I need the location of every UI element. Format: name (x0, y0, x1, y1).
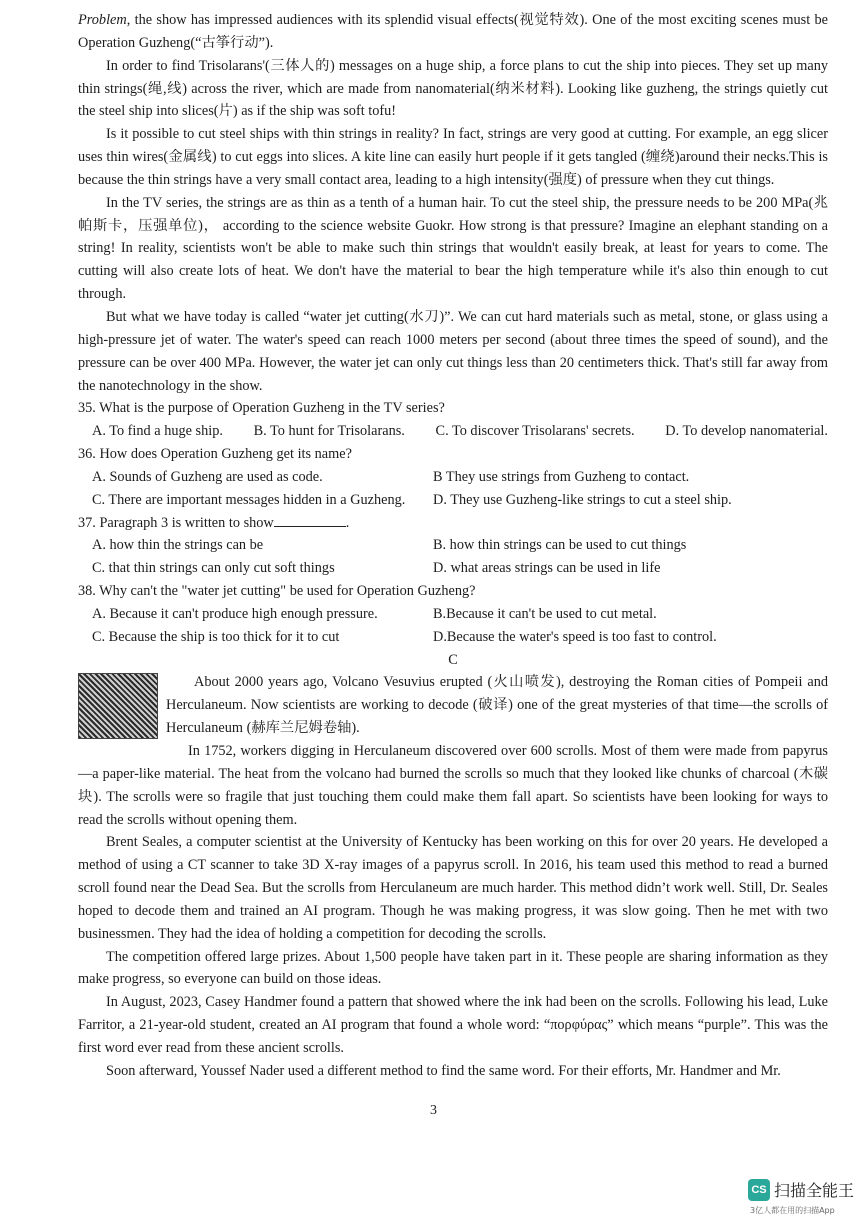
watermark-name: 扫描全能王 (774, 1181, 855, 1200)
option-a: A. Sounds of Guzheng are used as code. (92, 468, 323, 485)
option-a: A. To find a huge ship. (92, 423, 223, 440)
option-b: B. To hunt for Trisolarans. (253, 423, 405, 440)
option-b: B. how thin strings can be used to cut things (433, 537, 687, 554)
passage-b-paragraph-4: But what we have today is called “water jet cutting(水刀)”. We can cut hard materials such as metal, stone, or glass using a high-pressure jet of water. The water's speed can reach 1000 meters per second (about three times the speed of sound), and the pressure can be over 400 MPa. However, the water jet can only cut things less than 20 centimeters thick. That's still far away from the nanotechnology in the show. (78, 308, 828, 394)
passage-c-paragraph-1: About 2000 years ago, Volcano Vesuvius erupted (火山喷发), destroying the Roman cities of Pompeii and Herculaneum. Now scientists are working to decode (破译) one of the great mysteries of that time—the scrolls of Herculaneum (赫库兰尼姆卷轴). (166, 674, 828, 737)
option-row (78, 489, 828, 512)
page-number: 3 (430, 1103, 437, 1118)
passage-b-paragraph-2: Is it possible to cut steel ships with thin strings in reality? In fact, strings are very good at cutting. For example, an egg slicer uses thin wires(金属线) to cut eggs into slices. A kite line can easily hurt people if it gets tangled (缠绕)around their necks.This is because the thin strings have a very small contact area, leading to a high intensity(强度) of pressure when they cut things. (78, 126, 828, 188)
scanner-watermark (748, 1178, 854, 1201)
passage-b-paragraph-0 (78, 9, 828, 55)
passage-c-paragraph-3: Brent Seales, a computer scientist at the University of Kentucky has been working on this for over 20 years. He developed a method of using a CT scanner to take 3D X-ray images of a papyrus scroll. In 2016, his team used this method to read a burned scroll found near the Dead Sea. But the scrolls from Herculaneum are much harder. This method didn’t work well. Still, Dr. Seales hoped to decode them and trained an AI program. Though he was making progress, it was slow going. Then he met with two businessmen. They had the idea of holding a competition for decoding the scrolls. (78, 834, 828, 942)
passage-c-paragraph-6: Soon afterward, Youssef Nader used a different method to find the same word. For their efforts, Mr. Handmer and Mr. (106, 1062, 781, 1079)
qr-code-image (78, 673, 158, 739)
option-c: C. There are important messages hidden in a Guzheng. (92, 491, 406, 508)
option-row (78, 626, 828, 649)
watermark-tagline: 3亿人都在用的扫描App (750, 1206, 835, 1215)
paragraph-text: , the show has impressed audiences with its splendid visual effects(视觉特效). One of the most exciting scenes must be Operation Guzheng(“古筝行动”). (78, 12, 828, 51)
option-d: D.Because the water's speed is too fast to control. (433, 628, 717, 645)
option-row (78, 603, 828, 626)
passage-c-paragraph-4: The competition offered large prizes. About 1,500 people have taken part in it. These people are sharing information as they make progress, so everyone can build on those ideas. (78, 948, 828, 988)
camscanner-logo-icon: CS (748, 1179, 770, 1201)
option-row (78, 420, 828, 443)
option-row (78, 557, 828, 580)
question-stem: 38. Why can't the "water jet cutting" be used for Operation Guzheng? (78, 583, 476, 600)
question-stem-end: . (345, 514, 350, 531)
title-fragment: Problem (78, 12, 127, 28)
option-b: B They use strings from Guzheng to contact. (433, 468, 690, 485)
option-b: B.Because it can't be used to cut metal. (433, 605, 657, 622)
option-c: C. To discover Trisolarans' secrets. (435, 423, 635, 440)
section-heading: C (448, 651, 458, 668)
passage-b-paragraph-3: In the TV series, the strings are as thin as a tenth of a human hair. To cut the steel ship, the pressure needs to be 200 MPa(兆帕斯卡，压强单位)， according to the science website Guokr. How strong is that pressure? Imagine an elephant standing on a string! In reality, scientists won't be able to make such thin strings that wouldn't easily break, at least for years to come. The cutting will also create lots of heat. We don't have the material to bear the high temperature while it's also thin enough to cut through. (78, 194, 828, 303)
question-stem: 35. What is the purpose of Operation Guzheng in the TV series? (78, 400, 445, 417)
question-stem-text: 37. Paragraph 3 is written to show (78, 514, 274, 531)
question-stem: 36. How does Operation Guzheng get its name? (78, 446, 352, 463)
passage-b-paragraph-1: In order to find Trisolarans'(三体人的) messages on a huge ship, a force plans to cut the ship into pieces. They set up many thin strings(绳,线) across the river, which are made from nanomaterial(纳米材料). Looking like guzheng, the strings quietly cut the steel ship into slices(片) as if the ship was soft tofu! (78, 57, 828, 120)
answer-blank (274, 512, 346, 527)
passage-c-paragraph-5: In August, 2023, Casey Handmer found a pattern that showed where the ink had been on the scrolls. Following his lead, Luke Farritor, a 21-year-old student, created an AI program that found a whole word: “πορφύρας” which means “purple”. This was the first word ever read from these ancient scrolls. (78, 994, 828, 1056)
option-a: A. how thin the strings can be (92, 537, 264, 554)
option-a: A. Because it can't produce high enough pressure. (92, 605, 378, 622)
question-stem (78, 512, 828, 535)
page-content (78, 9, 828, 1083)
option-c: C. that thin strings can only cut soft things (92, 560, 335, 577)
option-d: D. To develop nanomaterial. (665, 423, 828, 440)
option-c: C. Because the ship is too thick for it to cut (92, 628, 340, 645)
option-row (78, 534, 828, 557)
option-d: D. what areas strings can be used in life (433, 560, 661, 577)
passage-c-paragraph-2: In 1752, workers digging in Herculaneum discovered over 600 scrolls. Most of them were made from papyrus—a paper-like material. The heat from the volcano had burned the scrolls so much that they looked like chunks of charcoal (木碳块). The scrolls were so fragile that just touching them could make them fall apart. So scientists have been looking for ways to read the scrolls without opening them. (78, 743, 828, 828)
option-row (78, 466, 828, 489)
option-d: D. They use Guzheng-like strings to cut a steel ship. (433, 491, 732, 508)
